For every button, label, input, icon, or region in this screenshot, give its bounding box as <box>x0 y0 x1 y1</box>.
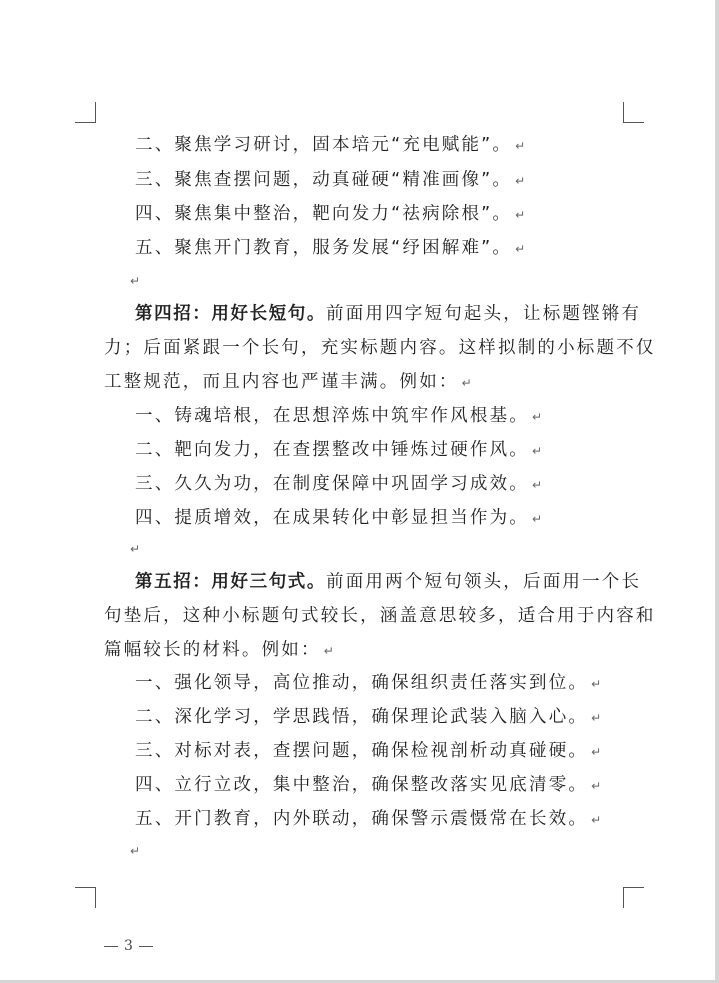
paragraph-mark: ↵ <box>130 844 141 858</box>
section-5-paragraph: 第五招：用好三句式。前面用两个短句领头，后面用一个长 <box>135 572 642 592</box>
paragraph-mark: ↵ <box>130 542 141 556</box>
section-4-paragraph: 第四招：用好长短句。前面用四字短句起头，让标题铿锵有 <box>135 304 642 324</box>
list-item: 四、聚焦集中整治，靶向发力“祛病除根”。 ↵ <box>135 204 526 224</box>
section-5-paragraph-line: 句垫后，这种小标题句式较长，涵盖意思较多，适合用于内容和 <box>104 606 656 626</box>
crop-mark-bottom-right <box>623 887 644 908</box>
page-number-footer <box>98 938 159 954</box>
page-number: 3 <box>124 938 133 954</box>
crop-mark-bottom-left <box>75 887 96 908</box>
crop-mark-top-left <box>75 102 96 123</box>
paragraph-mark: ↵ <box>130 274 141 288</box>
list-item: 三、对标对表，查摆问题，确保检视剖析动真碰硬。 ↵ <box>135 741 602 761</box>
section-5-paragraph-line: 篇幅较长的材料。例如： ↵ <box>104 640 334 660</box>
section-5-heading: 第五招：用好三句式。 <box>135 572 326 592</box>
list-item: 一、强化领导，高位推动，确保组织责任落实到位。 ↵ <box>135 673 602 693</box>
list-item: 四、立行立改，集中整治，确保整改落实见底清零。 ↵ <box>135 775 602 795</box>
page-shadow-right <box>715 0 719 983</box>
list-item: 三、久久为功，在制度保障中巩固学习成效。 ↵ <box>135 474 543 494</box>
page-number-dash <box>104 946 118 947</box>
crop-mark-top-right <box>623 102 644 123</box>
list-item: 四、提质增效，在成果转化中彰显担当作为。 ↵ <box>135 508 543 528</box>
list-item: 二、靶向发力，在查摆整改中锤炼过硬作风。 ↵ <box>135 440 543 460</box>
page-number-dash <box>139 946 153 947</box>
list-item: 五、开门教育，内外联动，确保警示震慑常在长效。 ↵ <box>135 809 602 829</box>
list-item: 二、深化学习，学思践悟，确保理论武装入脑入心。 ↵ <box>135 707 602 727</box>
section-4-paragraph-line: 力；后面紧跟一个长句，充实标题内容。这样拟制的小标题不仅 <box>104 338 656 358</box>
section-4-paragraph-line: 工整规范，而且内容也严谨丰满。例如： ↵ <box>104 372 472 392</box>
list-item: 五、聚焦开门教育，服务发展“纾困解难”。 ↵ <box>135 238 526 258</box>
section-4-heading: 第四招：用好长短句。 <box>135 304 326 324</box>
list-item: 一、铸魂培根，在思想淬炼中筑牢作风根基。 ↵ <box>135 406 543 426</box>
list-item: 三、聚焦查摆问题，动真碰硬“精准画像”。 ↵ <box>135 170 526 190</box>
list-item: 二、聚焦学习研讨，固本培元“充电赋能”。 ↵ <box>135 135 526 155</box>
